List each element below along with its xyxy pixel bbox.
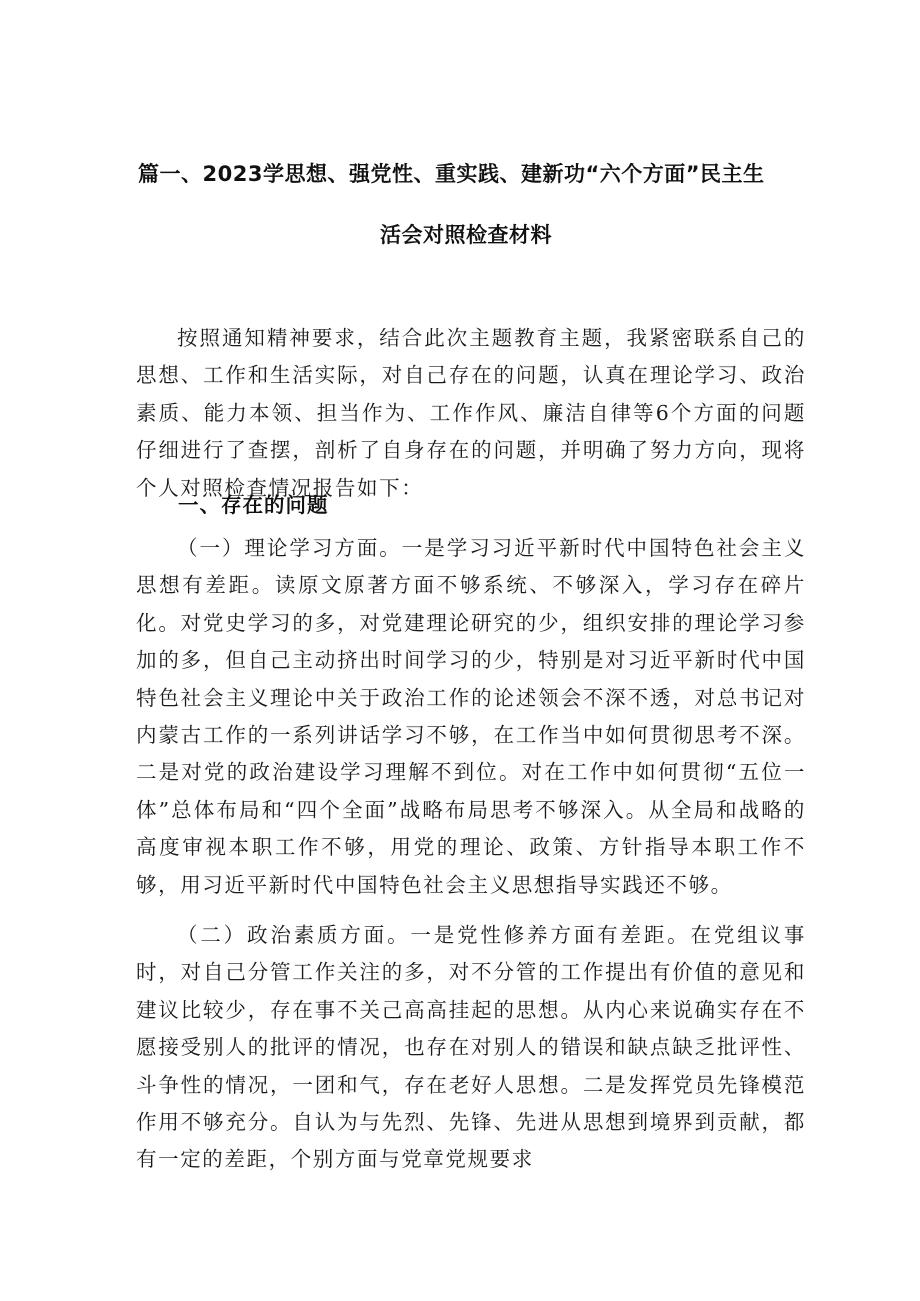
paragraph-political-quality: （二）政治素质方面。一是党性修养方面有差距。在党组议事时，对自己分管工作关注的多，对不分管的工作提出有价值的意见和建议比较少，存在事不关己高高挂起的思想。从内心来说确实存在不愿接受别人的批评的情况，也存在对别人的错误和缺点缺乏批评性、斗争性的情况，一团和气，存在老好人思想。二是发挥党员先锋模范作用不够充分。自认为与先烈、先锋、先进从思想到境界到贡献，都有一定的差距，个别方面与党章党规要求 [136,923,806,1172]
paragraph-theory-study: （一）理论学习方面。一是学习习近平新时代中国特色社会主义思想有差距。读原文原著方面不够系统、不够深入，学习存在碎片化。对党史学习的多，对党建理论研究的少，组织安排的理论学习参加的多，但自己主动挤出时间学习的少，特别是对习近平新时代中国特色社会主义理论中关于政治工作的论述领会不深不透，对总书记对内蒙古工作的一系列讲话学习不够，在工作当中如何贯彻思考不深。二是对党的政治建设学习理解不到位。对在工作中如何贯彻“五位一体”总体布局和“四个全面”战略布局思考不够深入。从全局和战略的高度审视本职工作不够，用党的理论、政策、方针指导本职工作不够，用习近平新时代中国特色社会主义思想指导实践还不够。 [136,536,806,897]
intro-paragraph: 按照通知精神要求，结合此次主题教育主题，我紧密联系自己的思想、工作和生活实际，对自己存在的问题，认真在理论学习、政治素质、能力本领、担当作为、工作作风、廉洁自律等6个方面的问题仔细进行了查摆，剖析了自身存在的问题，并明确了努力方向，现将个人对照检查情况报告如下： [136,326,806,500]
document-title-line-2: 活会对照检查材料 [380,223,552,247]
document-title-line-1: 篇一、2023学思想、强党性、重实践、建新功“六个方面”民主生 [138,162,765,186]
section-heading-problems: 一、存在的问题 [178,493,329,517]
